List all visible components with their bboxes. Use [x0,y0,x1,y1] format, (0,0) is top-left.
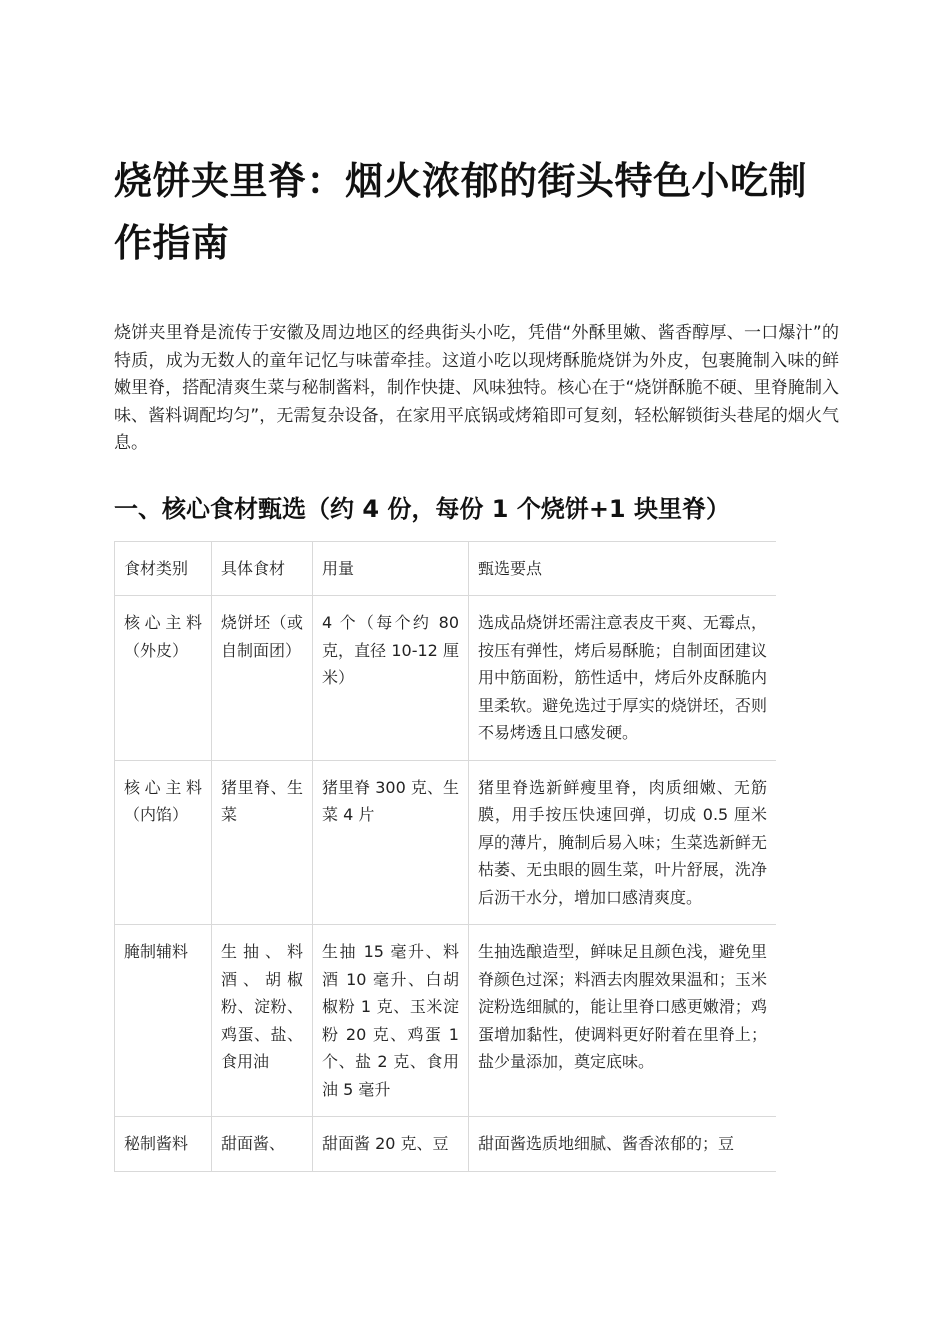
table-cell-tips: 猪里脊选新鲜瘦里脊，肉质细嫩、无筋膜，用手按压快速回弹，切成 0.5 厘米厚的薄片，腌制后易入味；生菜选新鲜无枯萎、无虫眼的圆生菜，叶片舒展，洗净后沥干水分，增加口感清爽度。 [469,760,777,925]
table-header-cell: 具体食材 [212,541,313,596]
page-title: 烧饼夹里脊：烟火浓郁的街头特色小吃制作指南 [114,159,808,265]
ingredients-table-container [114,541,776,1233]
table-cell-category: 核心主料（内馅） [115,760,212,925]
table-cell-amount: 生抽 15 毫升、料酒 10 毫升、白胡椒粉 1 克、玉米淀粉 20 克、鸡蛋 1 个、盐 2 克、食用油 5 毫升 [313,925,469,1117]
table-row [115,596,777,761]
table-header-row [115,541,777,596]
intro-paragraph: 烧饼夹里脊是流传于安徽及周边地区的经典街头小吃，凭借“外酥里嫩、酱香醇厚、一口爆汁”的特质，成为无数人的童年记忆与味蕾牵挂。这道小吃以现烤酥脆烧饼为外皮，包裹腌制入味的鲜嫩里脊，搭配清爽生菜与秘制酱料，制作快捷、风味独特。核心在于“烧饼酥脆不硬、里脊腌制入味、酱料调配均匀”，无需复杂设备，在家用平底锅或烤箱即可复刻，轻松解锁街头巷尾的烟火气息。 [114,323,839,453]
ingredients-table [114,541,776,1172]
table-cell-category: 核心主料（外皮） [115,596,212,761]
table-cell-tips: 选成品烧饼坯需注意表皮干爽、无霉点，按压有弹性，烤后易酥脆；自制面团建议用中筋面粉，筋性适中，烤后外皮酥脆内里柔软。避免选过于厚实的烧饼坯，否则不易烤透且口感发硬。 [469,596,777,761]
table-cell-ingredient: 甜面酱、 [212,1117,313,1172]
table-cell-tips: 甜面酱选质地细腻、酱香浓郁的；豆 [469,1117,777,1172]
table-cell-ingredient: 烧饼坯（或自制面团） [212,596,313,761]
table-cell-ingredient: 猪里脊、生菜 [212,760,313,925]
table-header-cell: 甄选要点 [469,541,777,596]
table-cell-category: 腌制辅料 [115,925,212,1117]
table-cell-ingredient: 生抽、料酒、胡椒粉、淀粉、鸡蛋、盐、食用油 [212,925,313,1117]
table-row [115,925,777,1117]
table-cell-category: 秘制酱料 [115,1117,212,1172]
table-cell-amount: 猪里脊 300 克、生菜 4 片 [313,760,469,925]
table-row [115,1117,777,1172]
table-row [115,760,777,925]
table-cell-amount: 4 个（每个约 80 克，直径 10-12 厘米） [313,596,469,761]
table-cell-amount: 甜面酱 20 克、豆 [313,1117,469,1172]
table-cell-tips: 生抽选酿造型，鲜味足且颜色浅，避免里脊颜色过深；料酒去肉腥效果温和；玉米淀粉选细腻的，能让里脊口感更嫩滑；鸡蛋增加黏性，使调料更好附着在里脊上；盐少量添加，奠定底味。 [469,925,777,1117]
document-page [114,150,839,1233]
table-header-cell: 食材类别 [115,541,212,596]
table-header-cell: 用量 [313,541,469,596]
section-heading-ingredients: 一、核心食材甄选（约 4 份，每份 1 个烧饼+1 块里脊） [114,494,730,523]
